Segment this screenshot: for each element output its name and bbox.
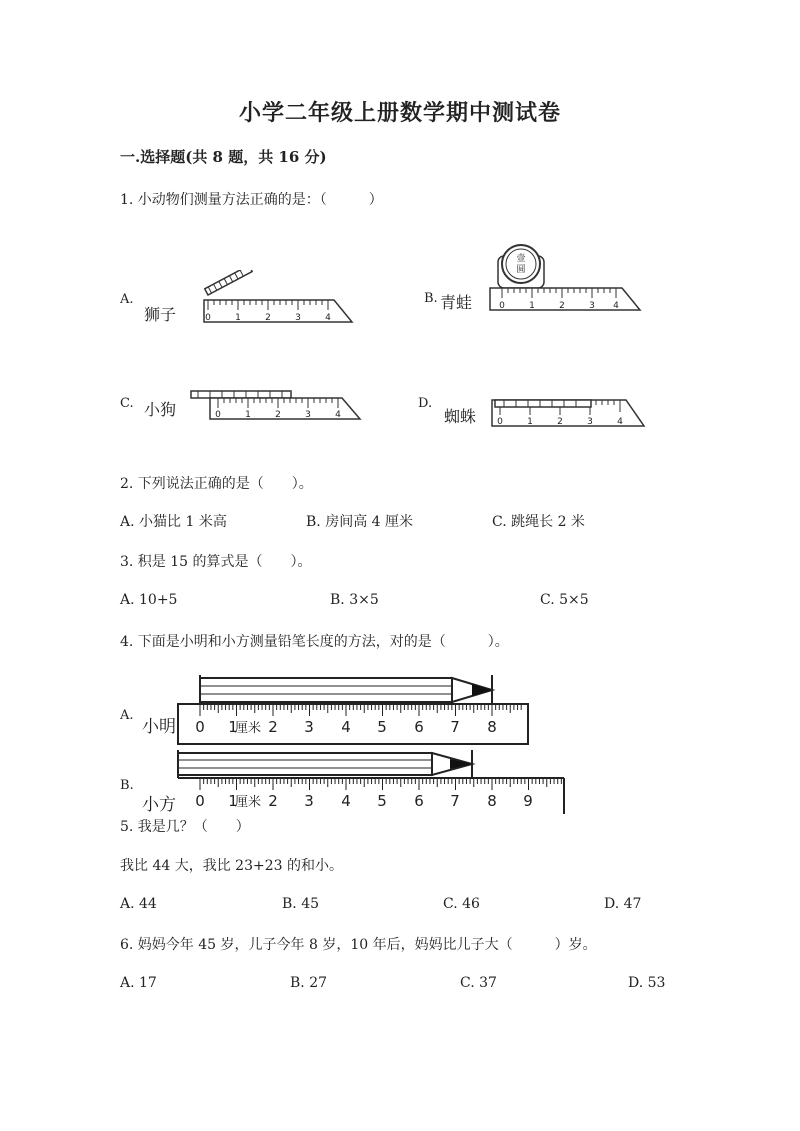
- tick-label: 4: [335, 410, 341, 420]
- tick-label: 8: [487, 718, 497, 736]
- tick-label: 2: [265, 313, 271, 323]
- q1-option-d-label[interactable]: D.: [418, 396, 433, 411]
- tick-label: 2: [275, 410, 281, 420]
- coin-icon: [502, 245, 540, 283]
- q1-option-b-ruler-figure: [486, 240, 646, 314]
- tick-label: 9: [523, 792, 533, 810]
- q4-option-a-figure: [176, 670, 536, 750]
- q5-option-d[interactable]: D. 47: [604, 896, 642, 912]
- question-5: 5. 我是几？（ ）: [120, 819, 250, 835]
- q1-option-a-animal: 狮子: [144, 305, 177, 324]
- question-2: 2. 下列说法正确的是（ ）。: [120, 476, 313, 492]
- tick-label: 2: [557, 417, 563, 427]
- tick-label: 6: [414, 792, 424, 810]
- q1-option-d-ruler-figure: [490, 396, 650, 430]
- tick-label: 1: [245, 410, 251, 420]
- tick-label: 7: [450, 792, 460, 810]
- question-4: 4. 下面是小明和小方测量铅笔长度的方法，对的是（ ）。: [120, 634, 509, 650]
- tick-label: 4: [341, 792, 351, 810]
- tick-label: 3: [589, 301, 595, 311]
- tick-label: 4: [341, 718, 351, 736]
- page-title: 小学二年级上册数学期中测试卷: [238, 100, 561, 126]
- tick-label: 1: [527, 417, 533, 427]
- q4-option-a-label[interactable]: A.: [120, 708, 134, 723]
- q2-option-a[interactable]: A. 小猫比 1 米高: [120, 514, 227, 530]
- unit-label: 厘米: [234, 721, 262, 736]
- tick-label: 5: [377, 792, 387, 810]
- q6-option-c[interactable]: C. 37: [460, 975, 497, 991]
- q6-option-b[interactable]: B. 27: [290, 975, 328, 991]
- q4-option-a-name: 小明: [142, 717, 176, 737]
- tick-label: 2: [268, 792, 278, 810]
- tick-label: 7: [450, 718, 460, 736]
- pencil-icon: [178, 750, 472, 778]
- q1-option-c-ruler-figure: [188, 388, 368, 422]
- coin-text: 壹: [516, 254, 526, 264]
- tick-label: 3: [304, 792, 314, 810]
- q6-option-a[interactable]: A. 17: [120, 975, 157, 991]
- question-3: 3. 积是 15 的算式是（ ）。: [120, 554, 312, 570]
- tick-label: 5: [377, 718, 387, 736]
- tick-label: 3: [587, 417, 593, 427]
- tick-label: 4: [325, 313, 331, 323]
- unit-label: 厘米: [234, 795, 262, 810]
- tick-label: 1: [228, 718, 238, 736]
- q5-option-c[interactable]: C. 46: [443, 896, 480, 912]
- q3-option-a[interactable]: A. 10+5: [120, 592, 178, 608]
- tick-label: 0: [497, 417, 503, 427]
- tick-label: 3: [305, 410, 311, 420]
- tick-label: 3: [304, 718, 314, 736]
- q6-option-d[interactable]: D. 53: [628, 975, 666, 991]
- tick-label: 3: [295, 313, 301, 323]
- tick-label: 1: [228, 792, 238, 810]
- q5-option-b[interactable]: B. 45: [282, 896, 320, 912]
- q4-option-b-figure: [176, 748, 568, 814]
- q1-option-c-label[interactable]: C.: [120, 396, 134, 411]
- q1-option-c-animal: 小狗: [144, 400, 177, 419]
- section-heading: 一.选择题(共 8 题，共 16 分): [120, 148, 327, 166]
- q3-option-b[interactable]: B. 3×5: [330, 592, 379, 608]
- measured-stick: [191, 391, 291, 398]
- tick-label: 0: [499, 301, 505, 311]
- q1-option-d-animal: 蜘蛛: [444, 407, 477, 426]
- question-1: 1. 小动物们测量方法正确的是：（ ）: [120, 192, 383, 208]
- tick-label: 4: [617, 417, 623, 427]
- tick-label: 0: [195, 792, 205, 810]
- q1-option-a-label[interactable]: A.: [120, 292, 134, 307]
- q1-option-b-animal: 青蛙: [440, 293, 473, 312]
- tick-label: 2: [268, 718, 278, 736]
- q1-option-a-ruler-figure: [198, 270, 358, 326]
- question-6: 6. 妈妈今年 45 岁，儿子今年 8 岁，10 年后，妈妈比儿子大（ ）岁。: [120, 937, 597, 953]
- q2-option-c[interactable]: C. 跳绳长 2 米: [492, 514, 585, 530]
- q2-option-b[interactable]: B. 房间高 4 厘米: [306, 514, 413, 530]
- measured-stick: [495, 400, 591, 407]
- q4-option-b-name: 小方: [142, 795, 176, 815]
- tick-label: 1: [235, 313, 241, 323]
- pencil-icon: [200, 675, 492, 704]
- tilted-pencil: [205, 270, 252, 295]
- tick-label: 0: [215, 410, 221, 420]
- tick-label: 1: [529, 301, 535, 311]
- tick-label: 6: [414, 718, 424, 736]
- tick-label: 4: [613, 301, 619, 311]
- tick-label: 2: [559, 301, 565, 311]
- q1-option-b-label[interactable]: B.: [424, 291, 438, 306]
- tick-label: 0: [205, 313, 211, 323]
- q5-option-a[interactable]: A. 44: [120, 896, 157, 912]
- tick-label: 8: [487, 792, 497, 810]
- question-5-subtext: 我比 44 大，我比 23+23 的和小。: [120, 858, 343, 874]
- q4-option-b-label[interactable]: B.: [120, 778, 134, 793]
- tick-label: 0: [195, 718, 205, 736]
- q3-option-c[interactable]: C. 5×5: [540, 592, 589, 608]
- coin-text: 圆: [516, 265, 526, 275]
